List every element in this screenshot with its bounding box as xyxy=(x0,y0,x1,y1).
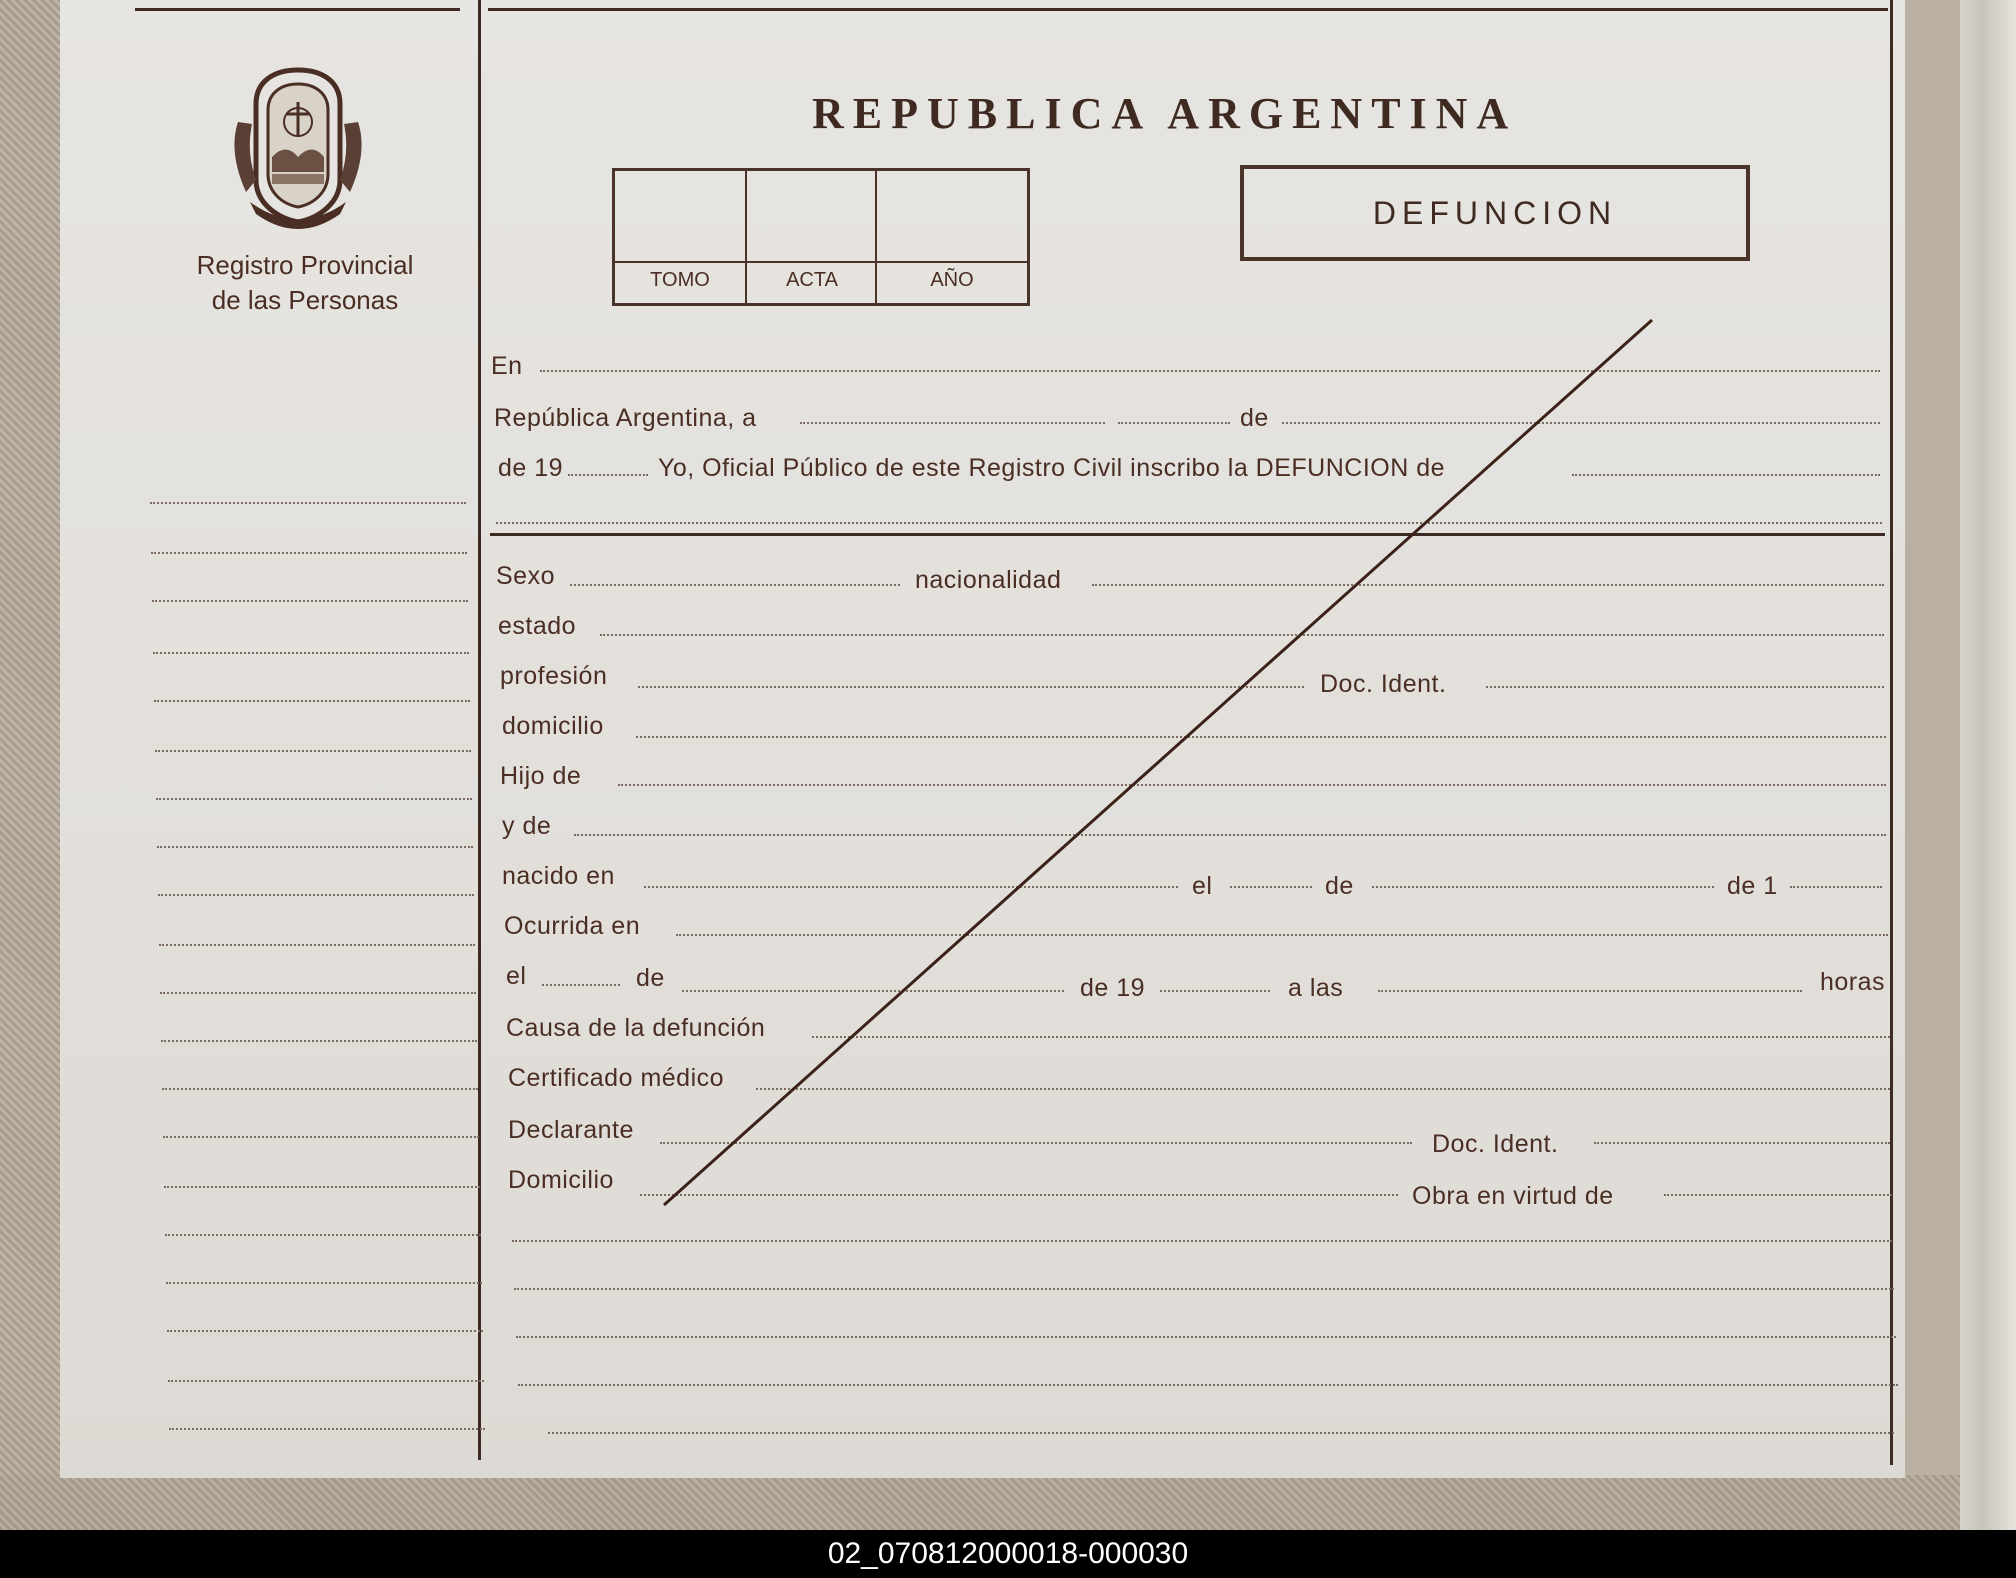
registry-line-2: de las Personas xyxy=(211,285,399,315)
label-de-1: de xyxy=(1240,404,1269,432)
label-a-las: a las xyxy=(1288,974,1344,1002)
label-el-1: el xyxy=(1192,872,1213,900)
label-de-19: de 19 xyxy=(498,454,564,482)
label-y-de: y de xyxy=(502,812,552,840)
record-col-tomo: TOMO xyxy=(650,269,710,291)
label-domicilio-2: Domicilio xyxy=(508,1166,614,1194)
label-nacionalidad: nacionalidad xyxy=(915,566,1062,594)
label-de-19-death: de 19 xyxy=(1080,974,1146,1002)
label-el-2: el xyxy=(506,962,527,990)
certificate-type: DEFUNCION xyxy=(1372,195,1618,231)
label-causa: Causa de la defunción xyxy=(506,1014,766,1042)
record-col-ano: AÑO xyxy=(930,269,974,291)
label-certificado: Certificado médico xyxy=(508,1064,725,1092)
label-de-3: de xyxy=(636,964,665,992)
label-en: En xyxy=(491,352,523,380)
label-doc-ident-2: Doc. Ident. xyxy=(1432,1130,1559,1158)
label-horas: horas xyxy=(1820,968,1886,996)
label-ocurrida-en: Ocurrida en xyxy=(504,912,641,940)
label-hijo-de: Hijo de xyxy=(500,762,582,790)
label-profesion: profesión xyxy=(500,662,608,690)
label-obra-en-virtud: Obra en virtud de xyxy=(1412,1182,1614,1210)
label-estado: estado xyxy=(498,612,577,640)
label-declarante: Declarante xyxy=(508,1116,634,1144)
label-sexo: Sexo xyxy=(496,562,555,590)
label-republica: República Argentina, a xyxy=(494,404,757,432)
record-col-acta: ACTA xyxy=(786,269,838,291)
label-doc-ident-1: Doc. Ident. xyxy=(1320,670,1447,698)
label-de-1-year: de 1 xyxy=(1727,872,1778,900)
label-nacido-en: nacido en xyxy=(502,862,615,890)
country-title: REPUBLICA ARGENTINA xyxy=(812,89,1518,138)
label-de-2: de xyxy=(1325,872,1354,900)
label-yo-oficial: Yo, Oficial Público de este Registro Civil inscribo la DEFUNCION de xyxy=(658,454,1446,482)
label-domicilio: domicilio xyxy=(502,712,604,740)
image-caption: 02_070812000018-000030 xyxy=(827,1537,1189,1570)
registry-line-1: Registro Provincial xyxy=(196,250,414,280)
